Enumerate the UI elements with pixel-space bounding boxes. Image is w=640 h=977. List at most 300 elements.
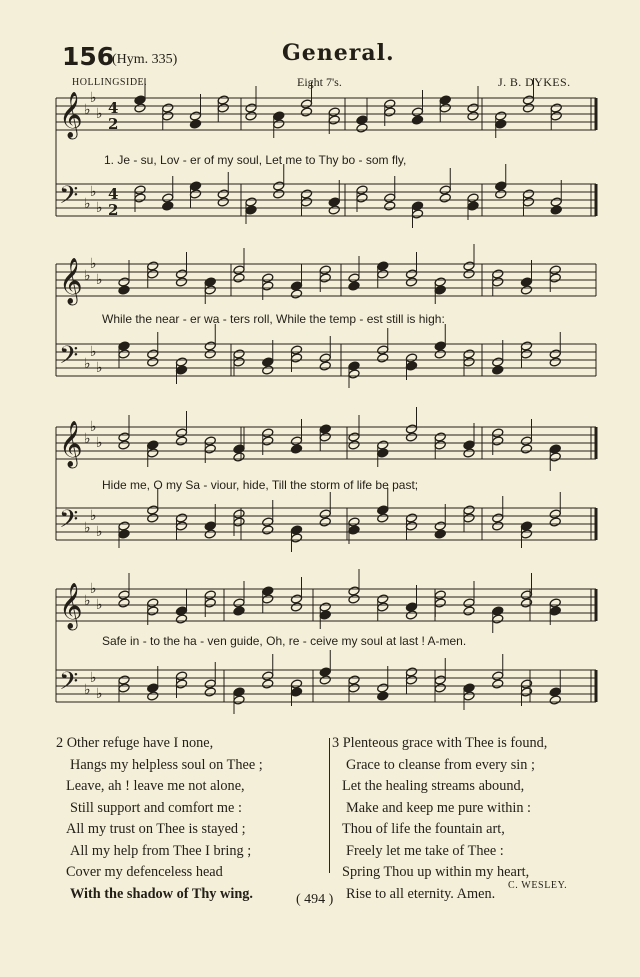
note-head (411, 209, 423, 219)
note-head (319, 265, 331, 275)
note-head (377, 513, 389, 523)
note-head (550, 205, 562, 215)
note-head (348, 440, 360, 450)
note-head (434, 590, 446, 600)
note-head (147, 683, 159, 693)
flat-icon: ♭ (96, 435, 103, 451)
note-head (495, 111, 507, 121)
note-head (377, 683, 389, 693)
note-head (328, 107, 340, 117)
note-head (147, 598, 159, 608)
note-head (147, 440, 159, 450)
bass-clef-icon: 𝄢 (59, 181, 79, 216)
note-head (233, 444, 245, 454)
note-head (492, 521, 504, 531)
note-head (290, 289, 302, 299)
note-head (290, 594, 302, 604)
note-head (233, 452, 245, 462)
note-head (233, 598, 245, 608)
note-head (520, 679, 532, 689)
verse-line: Cover my defenceless head (66, 864, 223, 880)
note-head (549, 273, 561, 283)
note-head (147, 357, 159, 367)
note-head (356, 123, 368, 133)
note-head (204, 436, 216, 446)
note-head (300, 189, 312, 199)
note-head (262, 428, 274, 438)
note-head (550, 197, 562, 207)
note-head (348, 675, 360, 685)
note-head (204, 687, 216, 697)
note-head (439, 103, 451, 113)
note-head (463, 269, 475, 279)
note-head (300, 107, 312, 117)
note-head (520, 277, 532, 287)
note-head (492, 614, 504, 624)
note-head (262, 281, 274, 291)
note-head (189, 181, 201, 191)
flat-icon: ♭ (84, 520, 91, 536)
note-head (492, 671, 504, 681)
note-head (300, 197, 312, 207)
note-head (162, 201, 174, 211)
note-head (118, 529, 130, 539)
note-head (319, 610, 331, 620)
note-head (550, 103, 562, 113)
note-head (262, 671, 274, 681)
note-head (204, 444, 216, 454)
note-head (262, 357, 274, 367)
page-number: ( 494 ) (296, 892, 334, 907)
note-head (319, 675, 331, 685)
verse-divider (329, 738, 330, 873)
note-head (463, 606, 475, 616)
note-head (175, 428, 187, 438)
note-head (290, 525, 302, 535)
flat-icon: ♭ (84, 268, 91, 284)
note-head (434, 277, 446, 287)
note-head (405, 424, 417, 434)
note-head (356, 185, 368, 195)
note-head (147, 349, 159, 359)
flat-icon: ♭ (96, 272, 103, 288)
note-head (217, 103, 229, 113)
note-head (405, 667, 417, 677)
note-head (204, 598, 216, 608)
flat-icon: ♭ (84, 682, 91, 698)
note-head (300, 99, 312, 109)
note-head (147, 691, 159, 701)
flat-icon: ♭ (96, 597, 103, 613)
lyric-line-3: Hide me, O my Sa - viour, hide, Till the storm of life be past; (102, 478, 419, 492)
note-head (356, 115, 368, 125)
note-head (463, 683, 475, 693)
note-head (204, 349, 216, 359)
note-head (189, 189, 201, 199)
note-head (411, 201, 423, 211)
note-head (520, 341, 532, 351)
note-head (233, 695, 245, 705)
lyric-line-2: While the near - er wa - ters roll, While the temp - est still is high: (102, 312, 445, 326)
note-head (175, 357, 187, 367)
flat-icon: ♭ (90, 256, 97, 272)
note-head (204, 529, 216, 539)
note-head (377, 269, 389, 279)
flat-icon: ♭ (90, 344, 97, 360)
note-head (189, 111, 201, 121)
note-head (175, 606, 187, 616)
flat-icon: ♭ (96, 106, 103, 122)
verse-line: Plenteous grace with Thee is found, (342, 735, 548, 751)
verse-line: Rise to all eternity. Amen. (346, 885, 496, 902)
note-head (233, 349, 245, 359)
note-head (377, 505, 389, 515)
note-head (463, 598, 475, 608)
note-head (377, 353, 389, 363)
treble-clef-icon: 𝄞 (59, 421, 83, 467)
note-head (377, 594, 389, 604)
note-head (377, 691, 389, 701)
note-head (233, 357, 245, 367)
note-head (204, 285, 216, 295)
note-head (549, 444, 561, 454)
note-head (204, 590, 216, 600)
flat-icon: ♭ (84, 196, 91, 212)
note-head (549, 349, 561, 359)
treble-clef-icon: 𝄞 (59, 583, 83, 629)
note-head (495, 181, 507, 191)
note-head (549, 687, 561, 697)
note-head (204, 679, 216, 689)
flat-icon: ♭ (96, 686, 103, 702)
note-head (204, 277, 216, 287)
flat-icon: ♭ (96, 200, 103, 216)
note-head (463, 357, 475, 367)
note-head (118, 440, 130, 450)
note-head (204, 341, 216, 351)
note-head (467, 193, 479, 203)
note-head (434, 521, 446, 531)
note-head (434, 349, 446, 359)
note-head (522, 197, 534, 207)
note-head (319, 361, 331, 371)
note-head (405, 610, 417, 620)
time-signature-top: 4 (108, 185, 119, 203)
note-head (262, 365, 274, 375)
note-head (377, 261, 389, 271)
note-head (290, 345, 302, 355)
note-head (273, 181, 285, 191)
note-head (434, 598, 446, 608)
note-head (356, 193, 368, 203)
note-head (262, 586, 274, 596)
note-head (319, 353, 331, 363)
note-head (411, 107, 423, 117)
note-head (549, 606, 561, 616)
note-head (549, 509, 561, 519)
note-head (463, 261, 475, 271)
note-head (439, 95, 451, 105)
note-head (175, 679, 187, 689)
flat-icon: ♭ (96, 524, 103, 540)
note-head (118, 349, 130, 359)
note-head (134, 95, 146, 105)
note-head (319, 424, 331, 434)
note-head (319, 432, 331, 442)
note-head (147, 505, 159, 515)
lyric-line-4: Safe in - to the ha - ven guide, Oh, re - ceive my soul at last ! A-men. (102, 634, 467, 648)
time-signature-bottom: 2 (108, 115, 119, 133)
note-head (549, 695, 561, 705)
note-head (273, 119, 285, 129)
flat-icon: ♭ (90, 581, 97, 597)
time-signature-top: 4 (108, 99, 119, 117)
flat-icon: ♭ (90, 184, 97, 200)
note-head (273, 189, 285, 199)
note-head (522, 189, 534, 199)
note-head (434, 683, 446, 693)
note-head (233, 606, 245, 616)
note-head (495, 189, 507, 199)
verse-line: Grace to cleanse from every sin ; (346, 756, 535, 773)
note-head (273, 111, 285, 121)
author: C. WESLEY. (508, 880, 568, 891)
flat-icon: ♭ (84, 356, 91, 372)
note-head (147, 606, 159, 616)
verse-line: All my trust on Thee is stayed ; (66, 821, 246, 837)
verse-line: With the shadow of Thy wing. (70, 885, 253, 902)
note-head (175, 671, 187, 681)
note-head (492, 269, 504, 279)
meter: Eight 7's. (297, 75, 342, 89)
note-head (328, 115, 340, 125)
note-head (147, 448, 159, 458)
note-head (245, 103, 257, 113)
note-head (492, 679, 504, 689)
lyric-line-1: 1. Je - su, Lov - er of my soul, Let me to Thy bo - som fly, (104, 153, 407, 167)
note-head (175, 436, 187, 446)
note-head (492, 357, 504, 367)
note-head (290, 533, 302, 543)
time-signature-bottom: 2 (108, 201, 119, 219)
note-head (162, 111, 174, 121)
note-head (217, 197, 229, 207)
treble-clef-icon: 𝄞 (59, 92, 83, 138)
verse-line: Hangs my helpless soul on Thee ; (70, 756, 263, 773)
note-head (405, 602, 417, 612)
verse-line: Let the healing streams abound, (342, 778, 525, 794)
note-head (434, 341, 446, 351)
verse-number: 2 (56, 735, 64, 751)
note-head (328, 205, 340, 215)
note-head (522, 95, 534, 105)
note-head (217, 189, 229, 199)
note-head (118, 521, 130, 531)
note-head (175, 614, 187, 624)
note-head (405, 675, 417, 685)
note-head (463, 513, 475, 523)
note-head (348, 683, 360, 693)
note-head (290, 353, 302, 363)
flat-icon: ♭ (90, 508, 97, 524)
note-head (319, 273, 331, 283)
note-head (233, 517, 245, 527)
note-head (377, 440, 389, 450)
note-head (384, 107, 396, 117)
section-title: General. (282, 40, 395, 66)
note-head (118, 432, 130, 442)
note-head (348, 281, 360, 291)
note-head (405, 269, 417, 279)
note-head (233, 509, 245, 519)
note-head (384, 201, 396, 211)
note-head (434, 440, 446, 450)
note-head (262, 525, 274, 535)
note-head (463, 440, 475, 450)
verse-line: Leave, ah ! leave me not alone, (66, 778, 245, 794)
note-head (175, 269, 187, 279)
note-head (134, 185, 146, 195)
note-head (233, 687, 245, 697)
note-head (411, 115, 423, 125)
note-head (549, 517, 561, 527)
note-head (118, 590, 130, 600)
note-head (463, 505, 475, 515)
note-head (492, 436, 504, 446)
note-head (118, 285, 130, 295)
note-head (463, 691, 475, 701)
verse-number: 3 (332, 735, 340, 751)
note-head (319, 509, 331, 519)
note-head (262, 679, 274, 689)
note-head (434, 675, 446, 685)
note-head (245, 197, 257, 207)
note-head (217, 95, 229, 105)
note-head (520, 285, 532, 295)
bass-clef-icon: 𝄢 (59, 505, 79, 540)
note-head (290, 436, 302, 446)
flat-icon: ♭ (84, 593, 91, 609)
note-head (463, 448, 475, 458)
note-head (520, 590, 532, 600)
note-head (147, 513, 159, 523)
note-head (175, 277, 187, 287)
note-head (348, 586, 360, 596)
note-head (439, 193, 451, 203)
note-head (348, 361, 360, 371)
note-head (520, 444, 532, 454)
note-head (405, 353, 417, 363)
verse-line: All my help from Thee I bring ; (70, 842, 252, 859)
verse-line: Other refuge have I none, (66, 735, 214, 751)
note-head (162, 193, 174, 203)
note-head (520, 436, 532, 446)
bass-clef-icon: 𝄢 (59, 667, 79, 702)
flat-icon: ♭ (90, 90, 97, 106)
note-head (405, 277, 417, 287)
note-head (175, 513, 187, 523)
treble-clef-icon: 𝄞 (59, 258, 83, 304)
verse-line: Still support and comfort me : (70, 799, 242, 816)
verse-line: Spring Thou up within my heart, (342, 864, 530, 880)
note-head (520, 521, 532, 531)
note-head (348, 369, 360, 379)
note-head (492, 606, 504, 616)
note-head (118, 277, 130, 287)
tune-name: HOLLINGSIDE. (72, 77, 148, 88)
note-head (262, 273, 274, 283)
flat-icon: ♭ (96, 360, 103, 376)
note-head (189, 119, 201, 129)
note-head (175, 521, 187, 531)
note-head (147, 269, 159, 279)
note-head (439, 185, 451, 195)
note-head (348, 525, 360, 535)
note-head (233, 273, 245, 283)
flat-icon: ♭ (90, 419, 97, 435)
note-head (495, 119, 507, 129)
note-head (377, 345, 389, 355)
note-head (134, 103, 146, 113)
note-head (520, 598, 532, 608)
note-head (549, 598, 561, 608)
note-head (520, 349, 532, 359)
note-head (118, 341, 130, 351)
hymn-number: 156 (62, 42, 115, 71)
note-head (118, 598, 130, 608)
note-head (434, 432, 446, 442)
note-head (492, 365, 504, 375)
note-head (328, 197, 340, 207)
note-head (434, 285, 446, 295)
note-head (262, 517, 274, 527)
note-head (175, 365, 187, 375)
note-head (290, 679, 302, 689)
note-head (290, 602, 302, 612)
note-head (550, 111, 562, 121)
note-head (467, 201, 479, 211)
note-head (549, 357, 561, 367)
note-head (162, 103, 174, 113)
note-head (377, 448, 389, 458)
note-head (147, 261, 159, 271)
note-head (384, 99, 396, 109)
flat-icon: ♭ (90, 670, 97, 686)
note-head (319, 667, 331, 677)
note-head (134, 193, 146, 203)
verse-line: Make and keep me pure within : (346, 799, 532, 816)
note-head (348, 432, 360, 442)
bass-clef-icon: 𝄢 (59, 341, 79, 376)
note-head (384, 193, 396, 203)
hymnal-reference: (Hym. 335) (112, 52, 178, 67)
note-head (520, 529, 532, 539)
note-head (492, 277, 504, 287)
verse-line: Freely let me take of Thee : (346, 842, 504, 859)
note-head (434, 529, 446, 539)
note-head (262, 436, 274, 446)
note-head (262, 594, 274, 604)
note-head (467, 103, 479, 113)
flat-icon: ♭ (84, 431, 91, 447)
note-head (405, 513, 417, 523)
note-head (405, 432, 417, 442)
note-head (319, 517, 331, 527)
note-head (492, 428, 504, 438)
note-head (522, 103, 534, 113)
note-head (549, 265, 561, 275)
flat-icon: ♭ (84, 102, 91, 118)
